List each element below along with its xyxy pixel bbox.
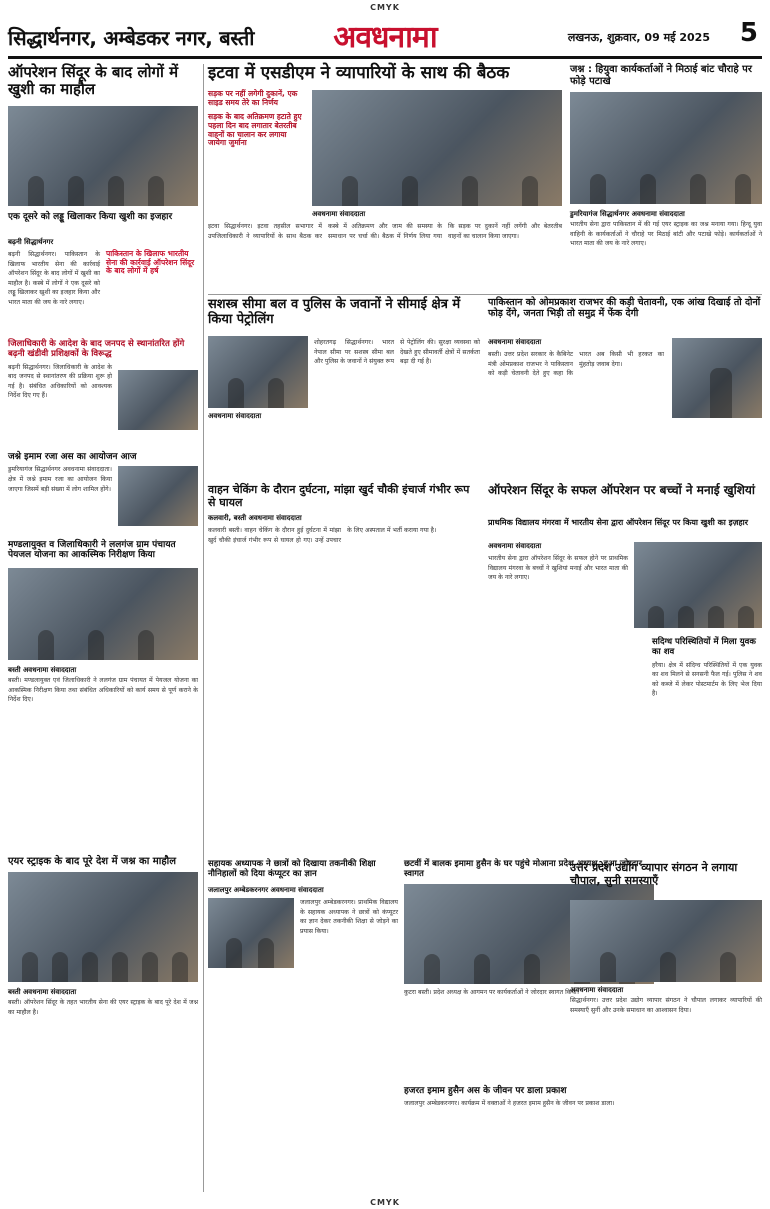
headline: इटवा में एसडीएम ने व्यापारियों के साथ की बैठक <box>208 63 510 83</box>
article-text: जलालपुर अम्बेडकरनगर। प्राथमिक विद्यालय के सहायक अध्यापक ने छात्रों को कंप्यूटर का ज्ञान देकर तकनीकी शिक्षा से जोड़ने का प्रयास किया। <box>300 899 398 935</box>
headline: छटवीं में बालक इमामा हुसैन के घर पहुंचे मोआना प्रदेश अध्यक्ष, हुआ जोरदार स्वागत <box>404 859 642 879</box>
article-text: हरैया। क्षेत्र में संदिग्ध परिस्थितियों में एक युवक का शव मिलने से सनसनी फैल गई। पुलिस ने शव को कब्जे में लेकर पोस्टमार्टम के लिए भेज दिया है। <box>652 661 762 698</box>
photo-crowd <box>8 872 198 982</box>
article-text: कुटरा बस्ती। प्रदेश अध्यक्ष के आगमन पर कार्यकर्ताओं ने जोरदार स्वागत किया। <box>404 989 579 996</box>
photo-event <box>118 466 198 526</box>
top-color-bar <box>0 0 770 14</box>
sub-headline: एक दूसरे को लड्डू खिलाकर किया खुशी का इजहार <box>8 212 173 222</box>
bullet-point-2: सड़क के बाद अतिक्रमण हटाते हुए पहला दिन बाद लगातार बेतरतीब वाहनों का चालान कर लगाया जायेगा जुर्माना <box>208 112 302 148</box>
photo-chaupal <box>570 900 762 982</box>
newspaper-logo <box>300 14 470 56</box>
headline: एयर स्ट्राइक के बाद पूरे देश में जश्न का माहौल <box>8 856 177 867</box>
sidebar-highlight: पाकिस्तान के खिलाफ भारतीय सेना की कार्रवाई ऑपरेशन सिंदूर के बाद लोगों में हर्ष <box>106 249 195 276</box>
article-youth-body-found <box>652 638 762 852</box>
byline: अवधनामा संवाददाता <box>488 542 542 550</box>
article-teacher-computer-education <box>208 860 398 1160</box>
article-text: जलालपुर अम्बेडकरनगर। कार्यक्रम में वक्ताओं ने हजरत इमाम हुसैन के जीवन पर प्रकाश डाला। <box>404 1100 615 1108</box>
byline: अवधनामा संवाददाता <box>312 210 366 218</box>
article-text: बढ़नी सिद्धार्थनगर। जिलाधिकारी के आदेश के बाद जनपद से स्थानांतरण की प्रक्रिया शुरू हो गई है। संबंधित अधिकारियों को आवश्यक निर्देश दिए गए हैं। <box>8 363 112 400</box>
headline: ऑपरेशन सिंदूर के सफल ऑपरेशन पर बच्चों ने मनाई खुशियां <box>488 483 755 497</box>
page-number: 5 <box>739 18 758 48</box>
byline: डुमरियागंज सिद्धार्थनगर अवधनामा संवाददाता <box>570 210 685 218</box>
headline: हजरत इमाम हुसैन अस के जीवन पर डाला प्रकाश <box>404 1086 567 1096</box>
photo-document <box>118 370 198 430</box>
article-text: बस्ती। उत्तर प्रदेश सरकार के कैबिनेट मंत्री ओमप्रकाश राजभर ने पाकिस्तान को कड़ी चेतावनी देते हुए कहा कि भारत अब किसी भी हरकत का मुंहतोड़ जवाब देगा। <box>488 351 664 378</box>
byline: बढ़नी सिद्धार्थनगर <box>8 238 54 246</box>
article-ssb-patrolling <box>208 298 480 480</box>
article-vehicle-checking-accident <box>208 484 480 634</box>
bullet-point-1: सड़क पर नहीं लगेगी दुकानें, एक साइड समय तेरे का निर्णय <box>208 89 298 107</box>
photo-celebration <box>8 106 198 206</box>
headline: पाकिस्तान को ओमप्रकाश राजभर की कड़ी चेतावनी, एक आंख दिखाई तो दोनों फोड़ देंगे, जनता भिड़ी तो समुद्र में फेंक देगी <box>488 297 761 319</box>
edition-title: सिद्धार्थनगर, अम्बेडकर नगर, बस्ती <box>8 26 255 50</box>
row-separator <box>208 294 762 295</box>
byline: जलालपुर अम्बेडकरनगर अवधनामा संवाददाता <box>208 886 324 894</box>
article-rajbhar-warning <box>488 298 762 480</box>
cmyk-mark: CMYK <box>370 2 400 12</box>
headline: उत्तर प्रदेश उद्योग व्यापार संगठन ने लगाया चौपाल, सुनी समस्याएँ <box>570 861 738 887</box>
article-text: कलवारी बस्ती। वाहन चेकिंग के दौरान हुई दुर्घटना में मांझा खुर्द चौकी इंचार्ज गंभीर रूप से घायल हो गए। उन्हें उपचार के लिए अस्पताल में भर्ती कराया गया है। <box>208 527 437 544</box>
photo-meeting <box>312 90 562 206</box>
headline: सदिग्ध परिस्थितियों में मिला युवक का शव <box>652 637 756 657</box>
headline: जश्न : हियुवा कार्यकर्ताओं ने मिठाई बांट चौराहे पर फोड़े पटाखे <box>570 64 752 87</box>
photo-patrol <box>208 336 308 408</box>
photo-classroom <box>208 898 294 968</box>
headline: वाहन चेकिंग के दौरान दुर्घटना, मांझा खुर्द चौकी इंचार्ज गंभीर रूप से घायल <box>208 483 470 509</box>
headline: ऑपरेशन सिंदूर के बाद लोगों में खुशी का माहौल <box>8 63 179 99</box>
article-trade-org-chaupal <box>570 862 762 1192</box>
headline: सशस्त्र सीमा बल व पुलिस के जवानों ने सीमाई क्षेत्र में किया पेट्रोलिंग <box>208 297 461 327</box>
article-operation-sindoor-body <box>8 238 198 336</box>
photo-inspection <box>8 568 198 660</box>
article-text: भारतीय सेना द्वारा पाकिस्तान में की गई एयर स्ट्राइक का जश्न मनाया गया। हिन्दू युवा वाहिनी के कार्यकर्ताओं ने चौराहे पर मिठाई बांटी और पटाखे फोड़े। कार्यकर्ताओं ने भारत माता की जय के नारे लगाए। <box>570 221 762 248</box>
byline: अवधनामा संवाददाता <box>570 986 624 994</box>
headline: मण्डलायुक्त व जिलाधिकारी ने ललगंज ग्राम पंचायत पेयजल योजना का आकस्मिक निरीक्षण किया <box>8 540 176 561</box>
photo-children <box>634 542 762 628</box>
article-text: डुमरियागंज सिद्धार्थनगर अवधनामा संवाददाता। क्षेत्र में जश्ने इमाम रजा का आयोजन किया जाएगा जिसमें बड़ी संख्या में लोग शामिल होंगे। <box>8 466 112 493</box>
sub-headline: प्राथमिक विद्यालय मंगरवा में भारतीय सेना द्वारा ऑपरेशन सिंदूर पर किया खुशी का इज़हार <box>488 518 749 527</box>
bottom-color-bar <box>0 1190 770 1207</box>
masthead-rule <box>8 56 762 59</box>
masthead <box>0 14 770 58</box>
headline: जिलाधिकारी के आदेश के बाद जनपद से स्थानांतरित होंगे बढ़नी खंडीवी प्रशिक्षकों के विरूद्ध <box>8 339 185 359</box>
headline: सहायक अध्यापक ने छात्रों को दिखाया तकनीकी शिक्षा नौनिहालों को दिया कंप्यूटर का ज्ञान <box>208 859 376 879</box>
article-air-strike-celebration <box>8 856 198 1192</box>
column-separator <box>203 64 204 1192</box>
photo-sweets <box>570 92 762 204</box>
article-children-celebration <box>488 484 762 634</box>
article-text: बढ़नी सिद्धार्थनगर। पाकिस्तान के खिलाफ भारतीय सेना की कार्रवाई ऑपरेशन सिंदूर के बाद लोगों में खुशी का माहौल है। कस्बे में लोगों ने एक दूसरे को लड्डू खिलाकर खुशी का इजहार किया और भारत माता की जय के नारे लगाए। <box>8 251 100 307</box>
logo-text: अवधनामा <box>333 19 437 55</box>
article-text: सिद्धार्थनगर। उत्तर प्रदेश उद्योग व्यापार संगठन ने चौपाल लगाकर व्यापारियों की समस्याएँ सुनीं और उनके समाधान का आश्वासन दिया। <box>570 997 762 1014</box>
article-text: शोहरतगढ़ सिद्धार्थनगर। भारत नेपाल सीमा पर सशस्त्र सीमा बल और पुलिस के जवानों ने संयुक्त रूप से पेट्रोलिंग की। सुरक्षा व्यवस्था को देखते हुए सीमावर्ती क्षेत्रों में सतर्कता बढ़ा दी गई है। <box>314 339 480 366</box>
article-dm-order <box>8 340 198 450</box>
byline: अवधनामा संवाददाता <box>488 338 542 346</box>
byline: कलवारी, बस्ती अवधनामा संवाददाता <box>208 514 302 522</box>
article-text: बस्ती। मण्डलायुक्त एवं जिलाधिकारी ने ललगंज ग्राम पंचायत में पेयजल योजना का आकस्मिक निरीक्षण किया तथा संबंधित अधिकारियों को कार्य समय से पूर्ण कराने के निर्देश दिए। <box>8 677 198 704</box>
article-text: भारतीय सेना द्वारा ऑपरेशन सिंदूर के सफल होने पर प्राथमिक विद्यालय मंगरवा के बच्चों ने खुशियां मनाई और भारत माता की जय के नारे लगाए। <box>488 555 628 582</box>
article-lalganj-inspection <box>8 540 198 850</box>
article-itwa-sdm-meeting <box>208 64 562 292</box>
article-text: इटवा सिद्धार्थनगर। इटवा तहसील सभागार में उपजिलाधिकारी ने व्यापारियों के साथ बैठक कर कस्बे में अतिक्रमण और जाम की समस्या के समाधान पर चर्चा की। बैठक में निर्णय लिया गया कि सड़क पर दुकानें नहीं लगेंगी और बेतरतीब वाहनों का चालान किया जाएगा। <box>208 223 562 240</box>
article-hiyuva-celebration <box>570 64 762 292</box>
photo-minister <box>672 338 762 418</box>
byline: बस्ती अवधनामा संवाददाता <box>8 988 77 996</box>
headline: जश्ने इमाम रजा अस का आयोजन आज <box>8 452 137 462</box>
byline: बस्ती अवधनामा संवाददाता <box>8 666 77 674</box>
byline: अवधनामा संवाददाता <box>208 412 262 420</box>
article-jashne-imam-raza <box>8 452 198 538</box>
issue-date: लखनऊ, शुक्रवार, 09 मई 2025 <box>567 31 710 44</box>
article-operation-sindoor <box>8 64 198 234</box>
cmyk-mark-bottom: CMYK <box>370 1198 400 1207</box>
article-text: बस्ती। ऑपरेशन सिंदूर के तहत भारतीय सेना की एयर स्ट्राइक के बाद पूरे देश में जश्न का माहौल है। <box>8 999 198 1016</box>
